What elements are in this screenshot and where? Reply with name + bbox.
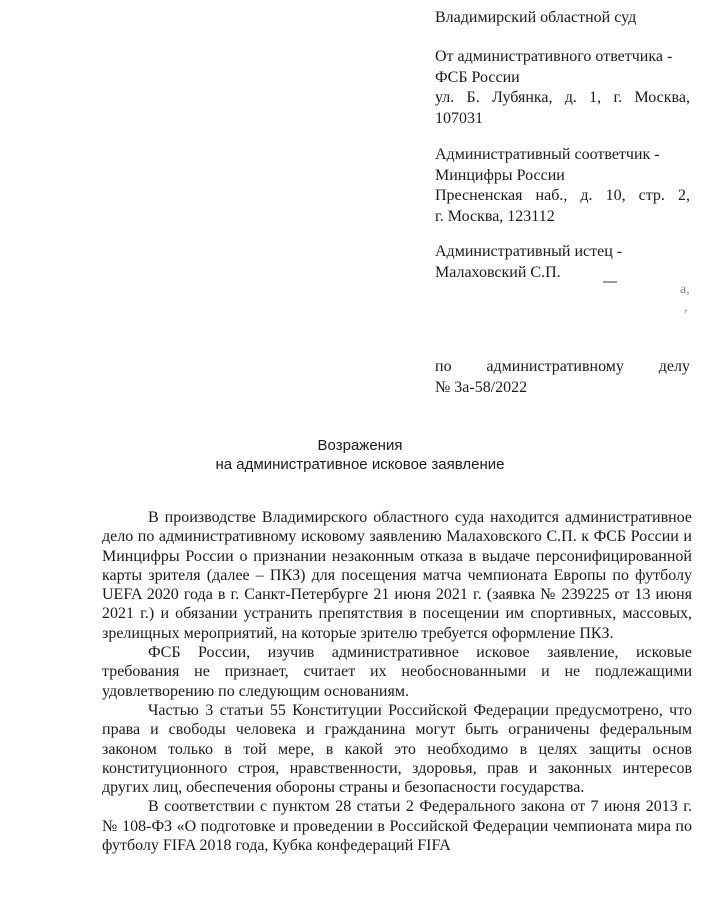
redaction-mark: [603, 281, 617, 283]
body-paragraph: В соответствии с пунктом 28 статьи 2 Федерального закона от 7 июня 2013 г. № 108-ФЗ «О подготовке и проведении в Российской Федерации чемпионата мира по футболу FIFA 2018 года, Кубка конфедераций FIFA: [102, 798, 692, 855]
co-respondent-address-line2: г. Москва, 123112: [435, 207, 555, 225]
respondent-label: От административного ответчика -: [435, 48, 673, 65]
case-reference-line1: по административному делу: [435, 358, 690, 375]
case-number: № 3а-58/2022: [435, 378, 528, 396]
co-respondent-block: [435, 145, 690, 227]
respondent-address-line1: ул. Б. Лубянка, д. 1, г. Москва,: [435, 89, 690, 106]
respondent-address-line2: 107031: [435, 109, 483, 127]
respondent-block: [435, 47, 690, 129]
document-title: [0, 436, 720, 474]
redacted-fragment-a: а,: [680, 282, 690, 297]
title-line2: на административное исковое заявление: [215, 456, 505, 473]
co-respondent-label: Административный соответчик -: [435, 146, 660, 163]
plaintiff-name: Малаховский С.П.: [435, 263, 561, 281]
court-name: Владимирский областной суд: [435, 9, 637, 26]
redacted-fragment-comma: ,: [684, 300, 688, 315]
body-paragraph: ФСБ России, изучив административное исковое заявление, исковые требования не признает, считает их необоснованными и не подлежащими удовлетворению по следующим основаниям.: [102, 644, 692, 700]
co-respondent-name: Минцифры России: [435, 166, 565, 184]
co-respondent-address-line1: Пресненская наб., д. 10, стр. 2,: [435, 187, 690, 204]
respondent-name: ФСБ России: [435, 68, 520, 86]
document-body: [102, 508, 692, 855]
body-paragraph: Частью 3 статьи 55 Конституции Российской Федерации предусмотрено, что права и свободы человека и гражданина могут быть ограничены федеральным законом только в той мере, в какой это необходимо в целях защиты основ конституционного строя, нравственности, здоровья, прав и законных интересов других лиц, обеспечения обороны страны и безопасности государства.: [102, 701, 692, 797]
plaintiff-block: [435, 242, 690, 283]
title-line1: Возражения: [317, 437, 403, 454]
plaintiff-label: Административный истец -: [435, 243, 623, 260]
court-addressee: [435, 8, 690, 29]
case-reference: [435, 357, 690, 398]
body-paragraph: В производстве Владимирского областного суда находится административное дело по административному исковому заявлению Малаховского С.П. к ФСБ России и Минцифры России о признании незаконным отказа в выдаче персонифицированной карты зрителя (далее – ПКЗ) для посещения матча чемпионата Европы по футболу UEFA 2020 года в г. Санкт-Петербурге 21 июня 2021 г. (заявка № 239225 от 13 июня 2021 г.) и обязании устранить препятствия в посещении им спортивных, массовых, зрелищных мероприятий, на которые зрителю требуется оформление ПКЗ.: [102, 509, 692, 642]
